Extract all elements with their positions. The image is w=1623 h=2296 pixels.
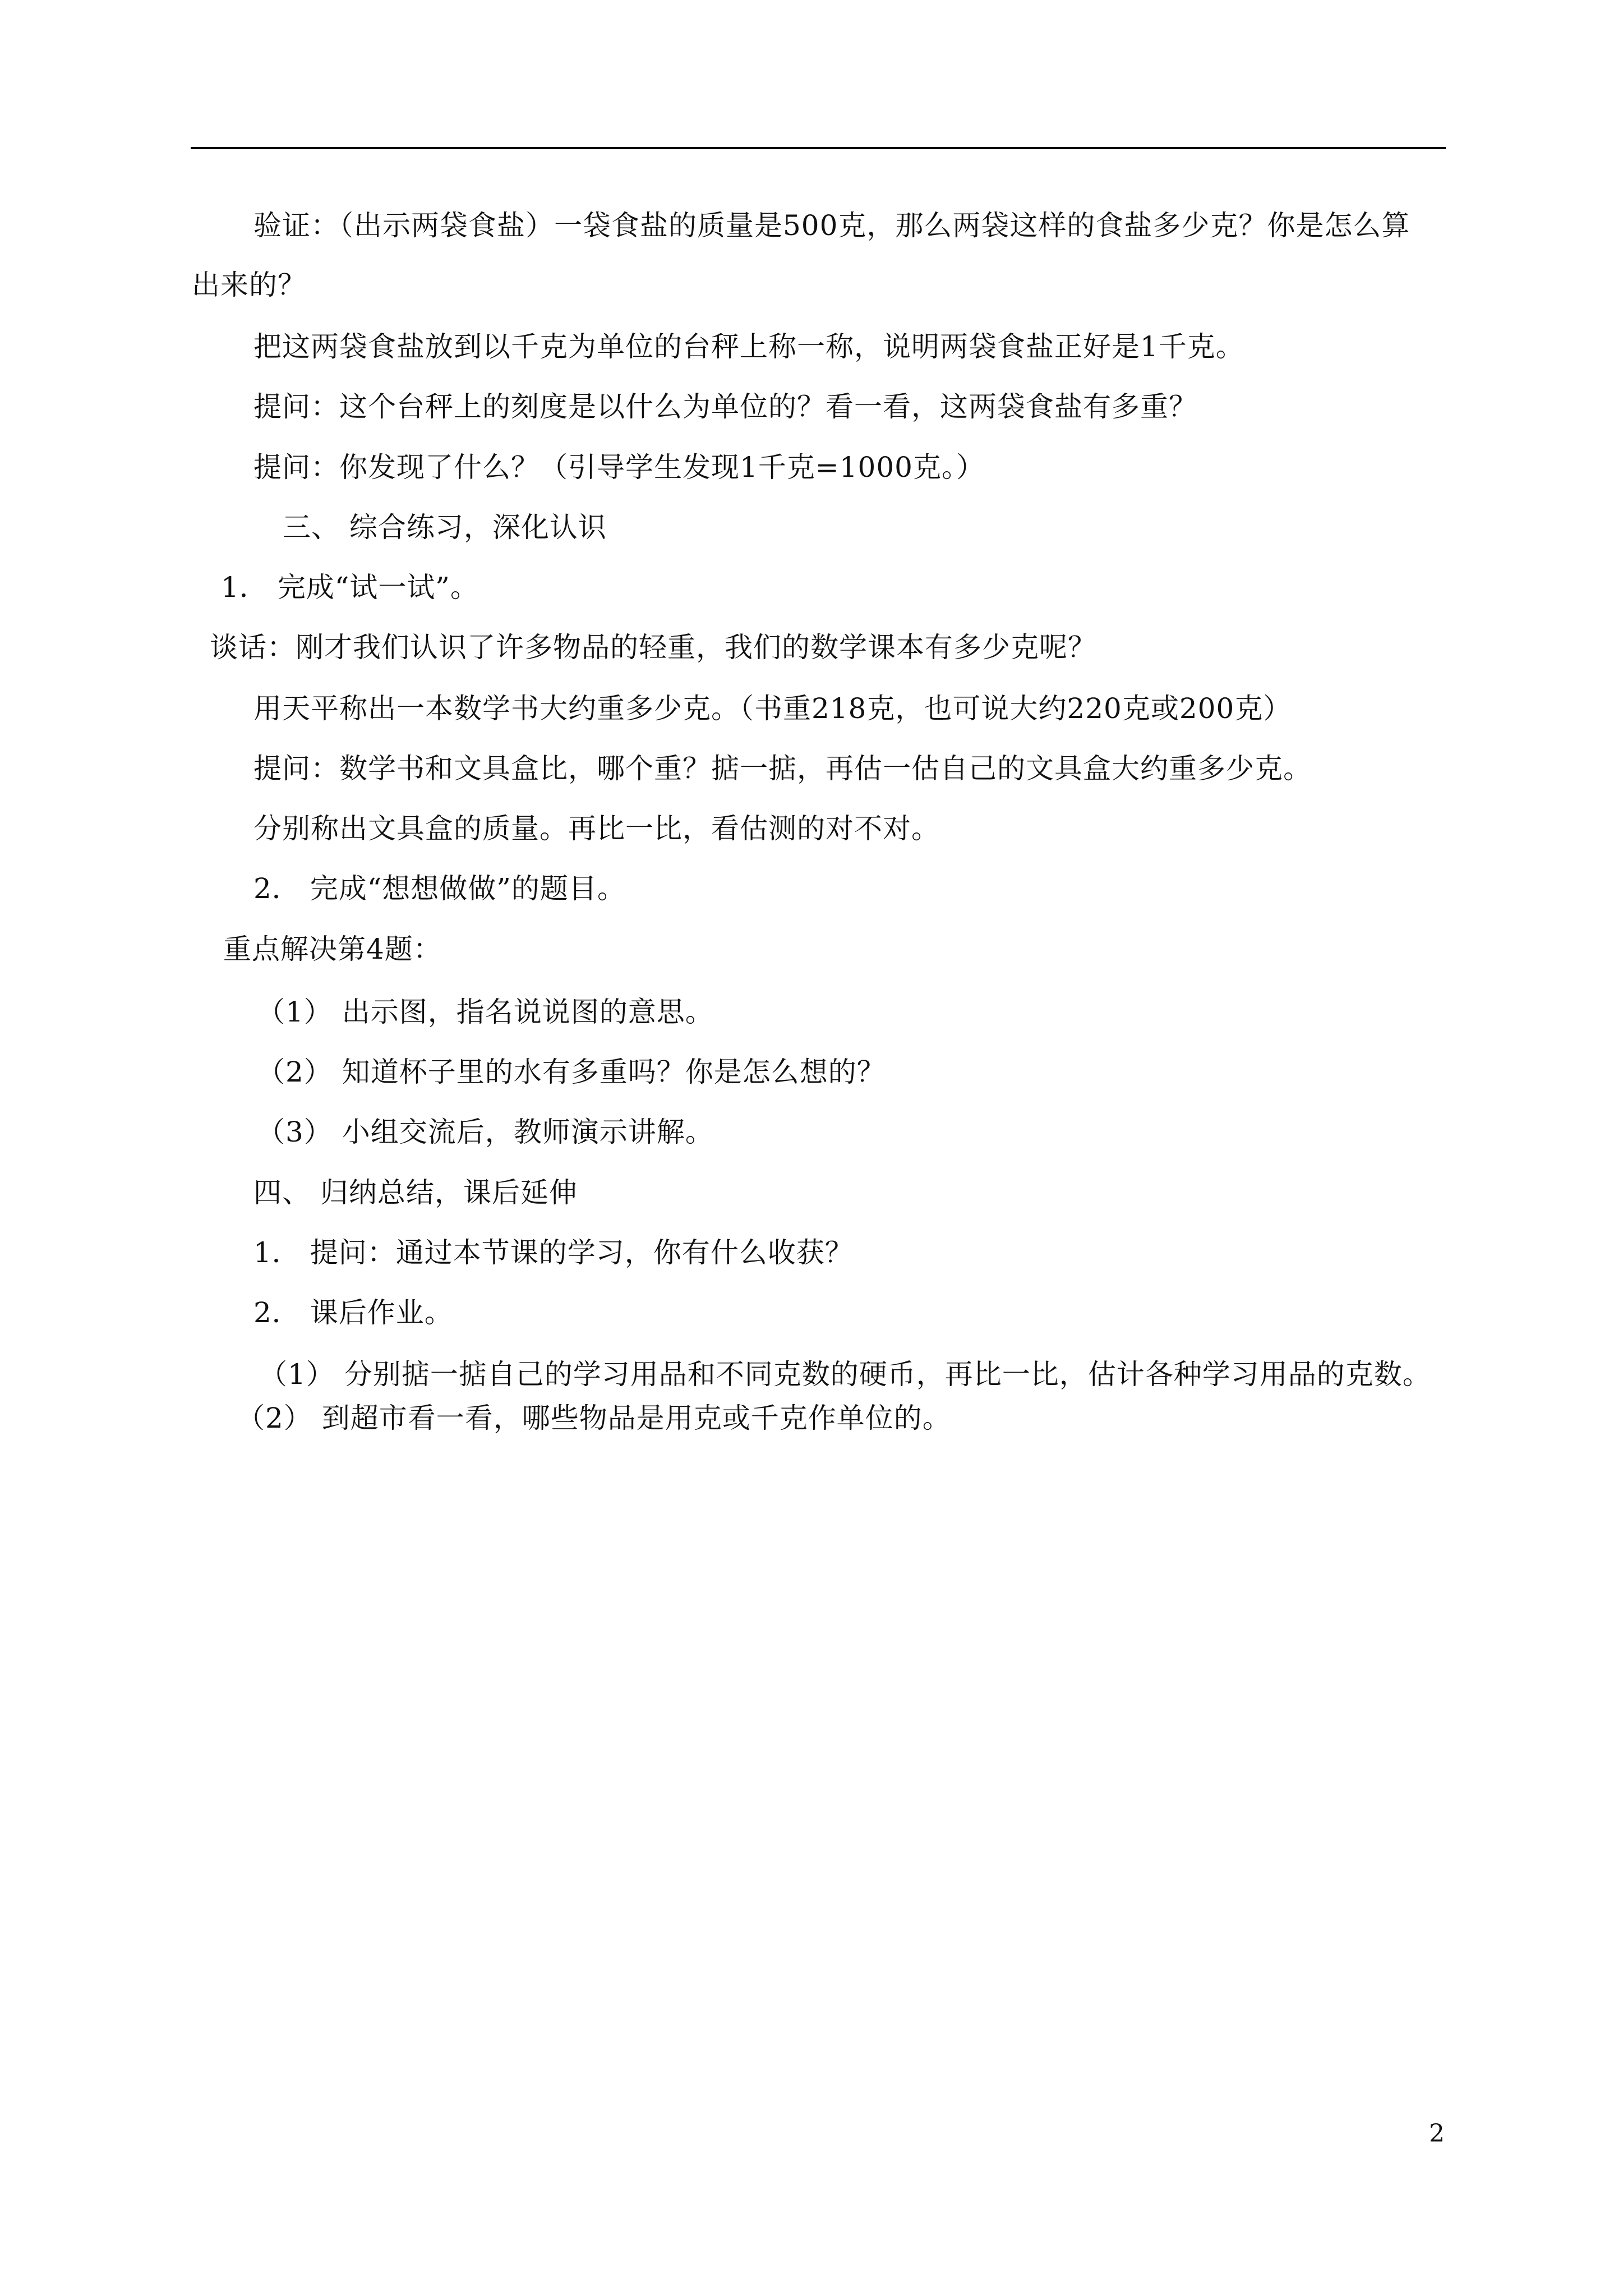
- list-item-1: 1． 完成“试一试”。: [221, 571, 479, 604]
- text-line-focus: 重点解决第4题：: [223, 933, 442, 965]
- text-line-verify: 验证：（出示两袋食盐）一袋食盐的质量是500克，那么两袋这样的食盐多少克？你是怎么算: [253, 209, 1410, 242]
- text-line-talk: 谈话：刚才我们认识了许多物品的轻重，我们的数学课本有多少克呢？: [210, 631, 1096, 664]
- text-line-question-discover: 提问：你发现了什么？（引导学生发现1千克=1000克。）: [253, 451, 985, 484]
- section-heading-4: 四、 归纳总结，课后延伸: [253, 1176, 578, 1209]
- text-line-compare: 提问：数学书和文具盒比，哪个重？掂一掂，再估一估自己的文具盒大约重多少克。: [253, 752, 1312, 785]
- text-line-verify-cont: 出来的？: [192, 269, 306, 301]
- homework-item-2: （2） 到超市看一看，哪些物品是用克或千克作单位的。: [237, 1402, 951, 1434]
- text-line-weigh: 分别称出文具盒的质量。再比一比，看估测的对不对。: [253, 812, 940, 845]
- text-line-question-unit: 提问：这个台秤上的刻度是以什么为单位的？看一看，这两袋食盐有多重？: [253, 390, 1197, 423]
- list-item-2: 2． 完成“想想做做”的题目。: [253, 872, 626, 905]
- sub-item-2: （2） 知道杯子里的水有多重吗？你是怎么想的？: [257, 1056, 886, 1088]
- sub-item-1: （1） 出示图，指名说说图的意思。: [257, 996, 714, 1028]
- text-line-scale: 把这两袋食盐放到以千克为单位的台秤上称一称，说明两袋食盐正好是1千克。: [253, 330, 1244, 363]
- page-number: 2: [1429, 2119, 1445, 2148]
- section-heading-3: 三、 综合练习，深化认识: [283, 511, 607, 544]
- homework-item-1: （1） 分别掂一掂自己的学习用品和不同克数的硬币，再比一比，估计各种学习用品的克数。: [259, 1358, 1431, 1391]
- list-item-summary-2: 2． 课后作业。: [253, 1296, 453, 1329]
- sub-item-3: （3） 小组交流后，教师演示讲解。: [257, 1116, 714, 1148]
- header-rule: [191, 147, 1446, 149]
- text-line-balance: 用天平称出一本数学书大约重多少克。（书重218克，也可说大约220克或200克）: [253, 692, 1292, 725]
- list-item-summary-1: 1． 提问：通过本节课的学习，你有什么收获？: [253, 1236, 854, 1269]
